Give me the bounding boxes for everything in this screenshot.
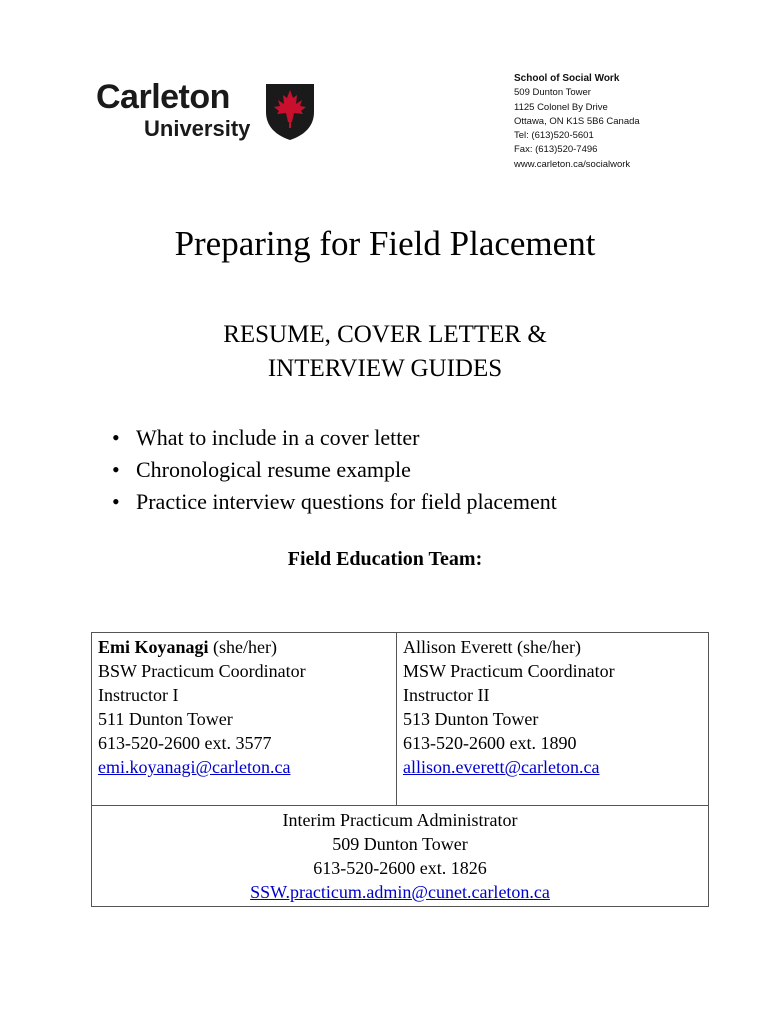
address-website: www.carleton.ca/socialwork: [514, 158, 631, 170]
address-fax: Fax: (613)520-7496: [514, 144, 598, 156]
address-line: Ottawa, ON K1S 5B6 Canada: [514, 115, 640, 127]
table-row: [92, 633, 709, 806]
page-title: Preparing for Field Placement: [174, 224, 596, 263]
contact-name-line: [98, 635, 390, 659]
department-address: [514, 72, 640, 172]
contact-name: Allison Everett (she/her): [403, 637, 581, 657]
table-row: [92, 806, 709, 907]
contact-email-link[interactable]: SSW.practicum.admin@cunet.carleton.ca: [250, 882, 550, 902]
contact-name: Emi Koyanagi: [98, 637, 209, 657]
contact-rank: Instructor II: [403, 685, 490, 705]
contacts-table: [91, 632, 709, 907]
contact-office: 513 Dunton Tower: [403, 709, 539, 729]
contact-role: MSW Practicum Coordinator: [403, 661, 615, 681]
logo-word-carleton: Carleton: [96, 78, 230, 116]
address-tel: Tel: (613)520-5601: [514, 130, 594, 142]
team-heading: Field Education Team:: [287, 548, 483, 570]
contact-role: BSW Practicum Coordinator: [98, 661, 306, 681]
list-item: • Chronological resume example: [112, 454, 557, 486]
page-subtitle: [0, 318, 770, 386]
department-name: School of Social Work: [514, 73, 620, 84]
subtitle-line-2: INTERVIEW GUIDES: [267, 355, 503, 382]
list-item: • What to include in a cover letter: [112, 422, 557, 454]
subtitle-line-1: RESUME, COVER LETTER &: [223, 321, 547, 348]
address-line: 509 Dunton Tower: [514, 87, 591, 99]
shield-maple-leaf-icon: [264, 82, 316, 142]
carleton-logo: [96, 80, 326, 142]
address-line: 1125 Colonel By Drive: [514, 101, 608, 113]
contact-email-link[interactable]: emi.koyanagi@carleton.ca: [98, 757, 291, 777]
contact-phone: 613-520-2600 ext. 1826: [313, 858, 487, 878]
contact-cell-msw: [397, 633, 709, 806]
contact-office: 509 Dunton Tower: [332, 834, 468, 854]
logo-word-university: University: [144, 116, 251, 141]
contact-role: Interim Practicum Administrator: [282, 810, 518, 830]
contents-list: [112, 422, 557, 518]
contact-rank: Instructor I: [98, 685, 179, 705]
contact-cell-admin: [92, 806, 709, 907]
list-item: • Practice interview questions for field placement: [112, 486, 557, 518]
contact-cell-bsw: [92, 633, 397, 806]
contact-phone: 613-520-2600 ext. 3577: [98, 733, 272, 753]
contact-office: 511 Dunton Tower: [98, 709, 233, 729]
contact-pronouns: (she/her): [208, 637, 277, 657]
contact-phone: 613-520-2600 ext. 1890: [403, 733, 577, 753]
contact-email-link[interactable]: allison.everett@carleton.ca: [403, 757, 600, 777]
